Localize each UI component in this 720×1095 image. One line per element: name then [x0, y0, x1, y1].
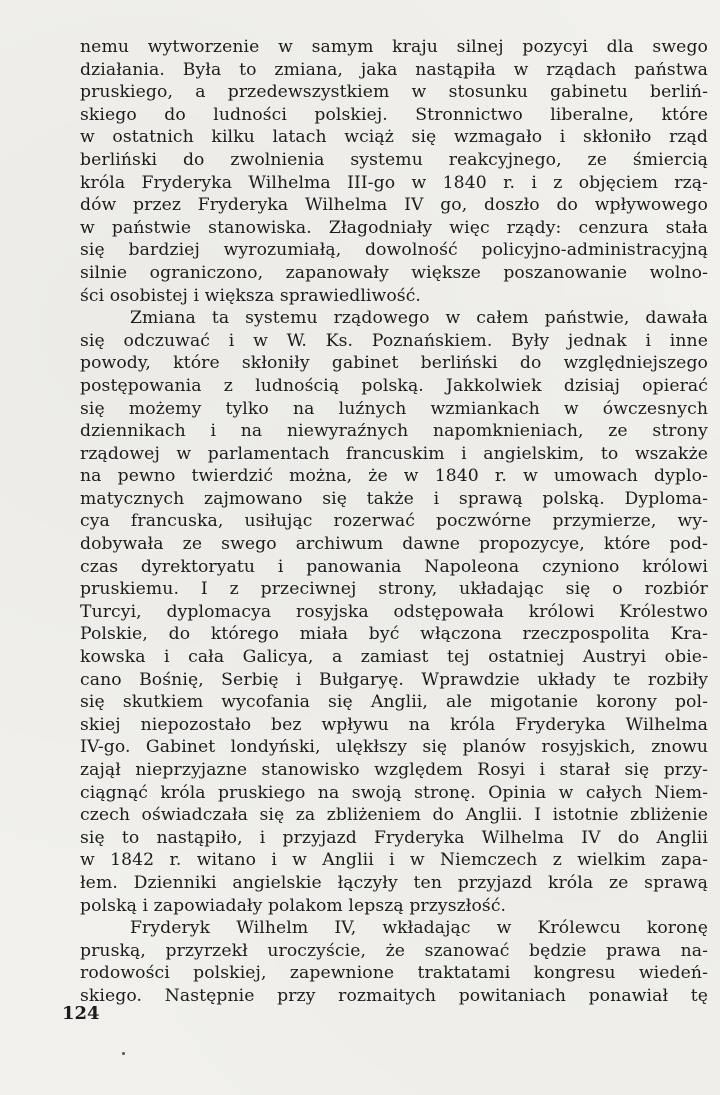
- text-line: silnie ograniczono, zapanowały większe poszanowanie wolno-: [80, 262, 708, 283]
- text-line: skiego do ludności polskiej. Stronnictwo liberalne, które: [80, 104, 708, 125]
- text-line: się odczuwać i w W. Ks. Poznańskiem. Były jednak i inne: [80, 330, 708, 351]
- text-line: Turcyi, dyplomacya rosyjska odstępowała królowi Królestwo: [80, 601, 708, 622]
- text-line: zajął nieprzyjazne stanowisko względem Rosyi i starał się przy-: [80, 760, 708, 780]
- page-number: 124: [62, 1003, 100, 1024]
- text-line: skiej niepozostało bez wpływu na króla Fryderyka Wilhelma: [80, 714, 708, 735]
- text-line: cano Bośnię, Serbię i Bułgaryę. Wprawdzie układy te rozbiły: [80, 669, 708, 690]
- text-line: rodowości polskiej, zapewnione traktatami kongresu wiedeń-: [80, 963, 708, 984]
- text-line: króla Fryderyka Wilhelma III-go w 1840 r. i z objęciem rzą-: [80, 172, 708, 193]
- text-line: IV-go. Gabinet londyński, ulękłszy się planów rosyjskich, znowu: [80, 737, 708, 758]
- body-text: [80, 36, 708, 1008]
- text-line: dobywała ze swego archiwum dawne propozycye, które pod-: [80, 534, 708, 555]
- text-line: pruskiemu. I z przeciwnej strony, układając się o rozbiór: [80, 579, 708, 600]
- text-line: Polskie, do którego miała być włączona rzeczpospolita Kra-: [80, 624, 708, 645]
- text-line: skiego. Następnie przy rozmaitych powitaniach ponawiał tę: [80, 985, 708, 1006]
- text-line: powody, które skłoniły gabinet berliński do względniejszego: [80, 353, 708, 374]
- text-line: łem. Dzienniki angielskie łączyły ten przyjazd króla ze sprawą: [80, 872, 708, 893]
- text-line: w ostatnich kilku latach wciąż się wzmagało i skłoniło rząd: [80, 127, 708, 148]
- text-line: czas dyrektoryatu i panowania Napoleona czyniono królowi: [80, 556, 708, 577]
- text-line: się bardziej wyrozumiałą, dowolność policyjno-administracyjną: [80, 240, 708, 261]
- paragraph-start-line: Zmiana ta systemu rządowego w całem państwie, dawała: [130, 308, 708, 329]
- text-line: rządowej w parlamentach francuskim i angielskim, to wszakże: [80, 443, 708, 464]
- text-line: berliński do zwolnienia systemu reakcyjnego, ze śmiercią: [80, 149, 708, 170]
- text-line: działania. Była to zmiana, jaka nastąpiła w rządach państwa: [80, 59, 708, 80]
- text-line: się możemy tylko na luźnych wzmiankach w ówczesnych: [80, 398, 708, 419]
- text-line: pruską, przyrzekł uroczyście, że szanować będzie prawa na-: [80, 940, 708, 961]
- ink-speck: [122, 1052, 125, 1055]
- text-line: dów przez Fryderyka Wilhelma IV go, doszło do wpływowego: [80, 195, 708, 216]
- text-line: się to nastąpiło, i przyjazd Fryderyka Wilhelma IV do Anglii: [80, 827, 708, 848]
- text-line: ciągnąć króla pruskiego na swoją stronę. Opinia w całych Niem-: [80, 782, 708, 803]
- paragraph-start-line: Fryderyk Wilhelm IV, wkładając w Królewcu koronę: [130, 918, 708, 939]
- text-line: się skutkiem wycofania się Anglii, ale migotanie korony pol-: [80, 692, 708, 713]
- text-line: w 1842 r. witano i w Anglii i w Niemczech z wielkim zapa-: [80, 850, 708, 871]
- text-line: nemu wytworzenie w samym kraju silnej pozycyi dla swego: [80, 37, 708, 57]
- text-line: czech oświadczała się za zbliżeniem do Anglii. I istotnie zbliżenie: [80, 805, 708, 826]
- text-line: pruskiego, a przedewszystkiem w stosunku gabinetu berliń-: [80, 82, 708, 103]
- text-line: dziennikach i na niewyraźnych napomknieniach, ze strony: [80, 421, 708, 442]
- text-line: polską i zapowiadały polakom lepszą przyszłość.: [80, 895, 507, 916]
- text-line: na pewno twierdzić można, że w 1840 r. w umowach dyplo-: [80, 466, 708, 487]
- text-line: ści osobistej i większa sprawiedliwość.: [80, 285, 421, 306]
- text-line: cya francuska, usiłując rozerwać poczwórne przymierze, wy-: [80, 511, 708, 532]
- text-line: matycznych zajmowano się także i sprawą polską. Dyploma-: [80, 488, 708, 509]
- text-line: kowska i cała Galicya, a zamiast tej ostatniej Austryi obie-: [80, 647, 708, 668]
- text-line: postępowania z ludnością polską. Jakkolwiek dzisiaj opierać: [80, 375, 708, 396]
- text-line: w państwie stanowiska. Złagodniały więc rządy: cenzura stała: [80, 217, 708, 238]
